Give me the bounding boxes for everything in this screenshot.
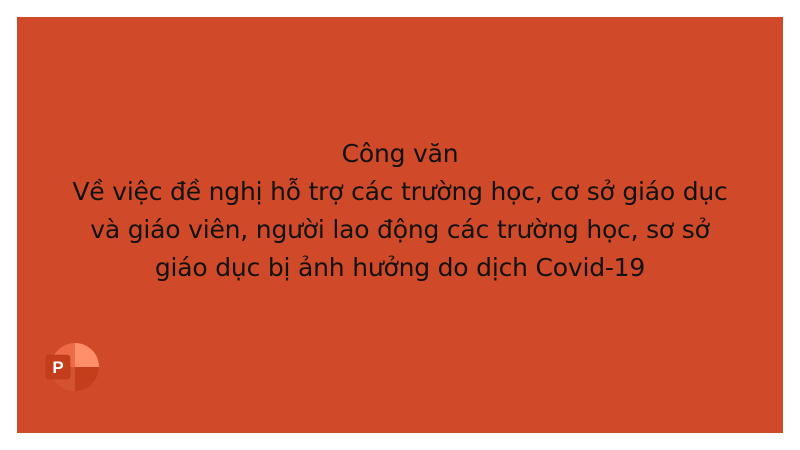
title-line-4: giáo dục bị ảnh hưởng do dịch Covid-19	[154, 253, 646, 282]
slide-title	[17, 135, 783, 287]
title-line-2: Về việc đề nghị hỗ trợ các trường học, cơ sở giáo dục	[72, 177, 728, 206]
title-line-3: và giáo viên, người lao động các trường học, sơ sở	[90, 215, 710, 244]
logo-letter: P	[52, 358, 64, 377]
logo-circle-top-right	[75, 343, 99, 367]
slide	[17, 17, 783, 433]
logo-circle-bottom-shade	[75, 367, 99, 391]
powerpoint-icon	[43, 342, 101, 392]
title-line-1: Công văn	[341, 139, 459, 168]
